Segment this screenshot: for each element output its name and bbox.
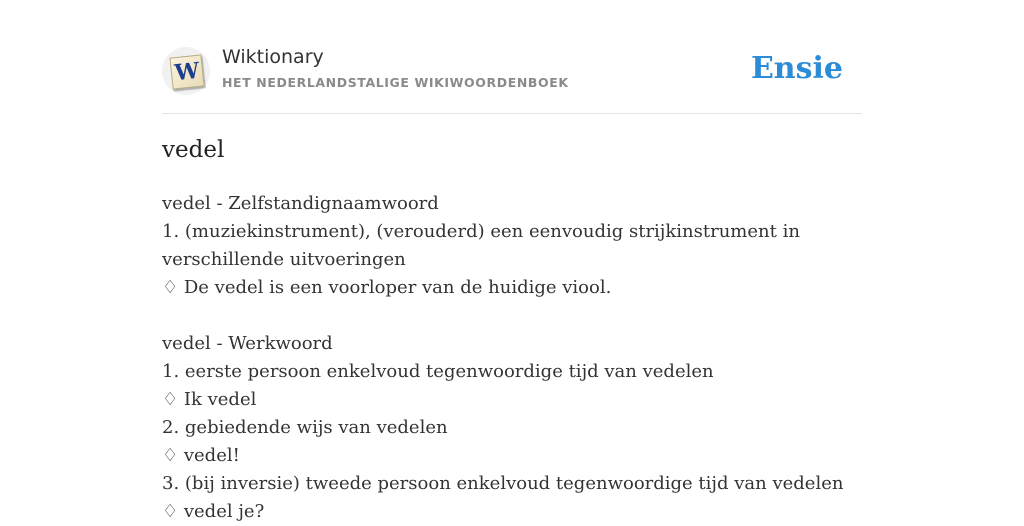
- definition-line: 3. (bij inversie) tweede persoon enkelvoud tegenwoordige tijd van vedelen: [162, 473, 844, 494]
- definition-content: [162, 190, 862, 526]
- header: [162, 0, 862, 114]
- definition-line: 1. (muziekinstrument), (verouderd) een eenvoudig strijkinstrument in verschillende uitvoeringen: [162, 221, 800, 270]
- wiktionary-logo-icon[interactable]: [162, 47, 210, 95]
- example-line: ♢ vedel je?: [162, 501, 265, 522]
- definition-section-verb: [162, 330, 862, 526]
- example-line: ♢ Ik vedel: [162, 389, 257, 410]
- section-heading: vedel - Zelfstandignaamwoord: [162, 193, 439, 214]
- example-line: ♢ vedel!: [162, 445, 240, 466]
- page-title: vedel: [162, 137, 225, 163]
- page: [162, 0, 862, 522]
- logo-tile: W: [169, 54, 204, 89]
- example-line: ♢ De vedel is een voorloper van de huidige viool.: [162, 277, 612, 298]
- definition-line: 2. gebiedende wijs van vedelen: [162, 417, 448, 438]
- site-subtitle: HET NEDERLANDSTALIGE WIKIWOORDENBOEK: [222, 75, 569, 90]
- site-title[interactable]: Wiktionary: [222, 46, 324, 68]
- definition-section-noun: [162, 190, 862, 302]
- section-spacer: [162, 302, 862, 330]
- definition-line: 1. eerste persoon enkelvoud tegenwoordige tijd van vedelen: [162, 361, 714, 382]
- ensie-brand-logo[interactable]: Ensie: [750, 51, 843, 86]
- section-heading: vedel - Werkwoord: [162, 333, 333, 354]
